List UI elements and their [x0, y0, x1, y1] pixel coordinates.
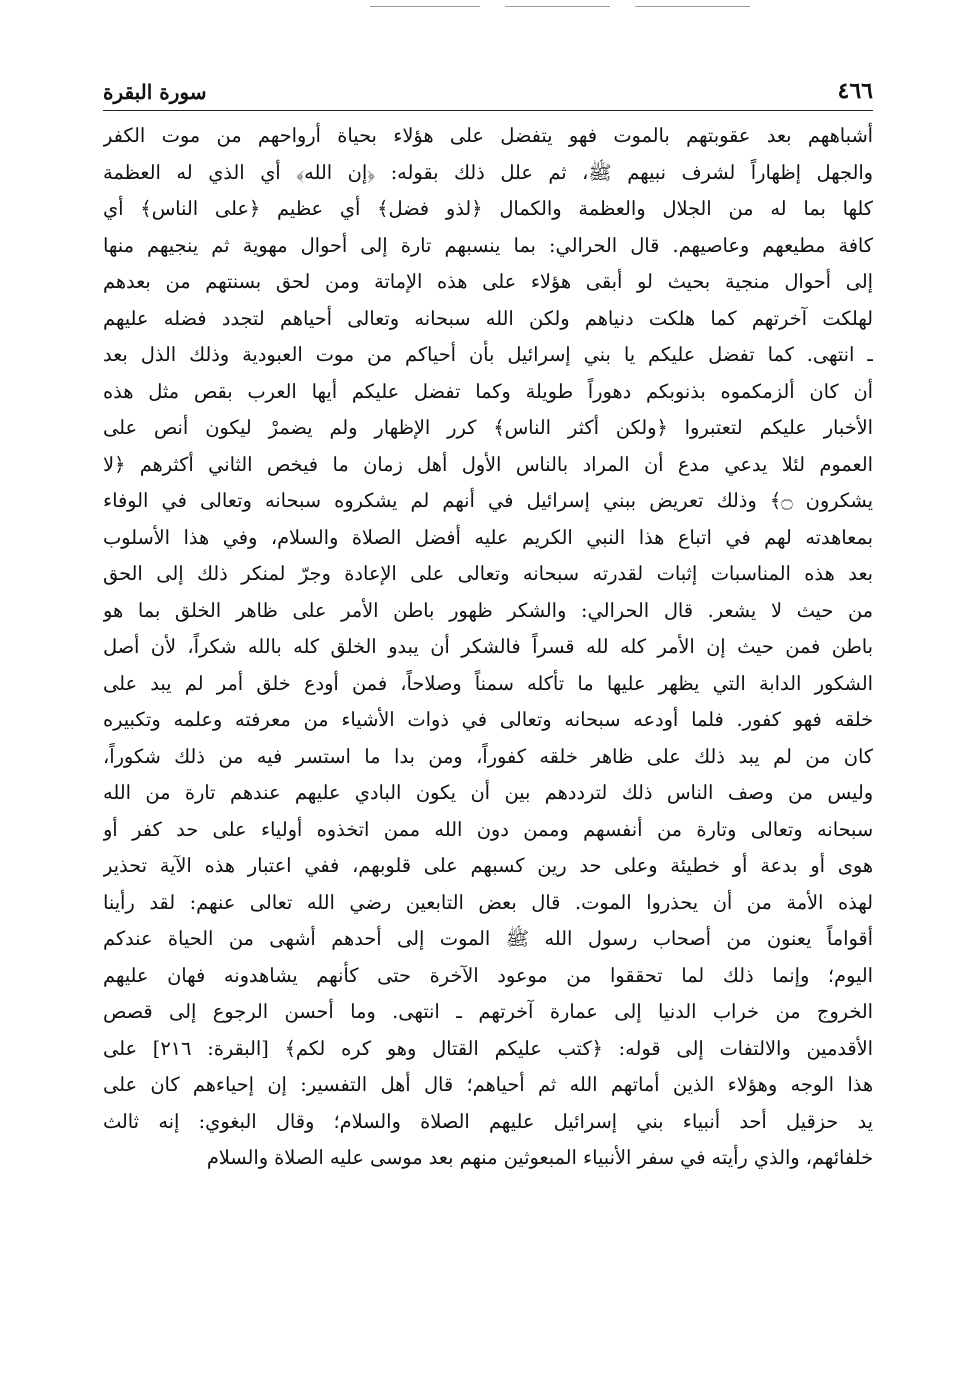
text-line: من حيث لا يشعر. قال الحرالي: والشكر ظهور باطن الأمر على ظاهر الخلق بما هو — [103, 598, 873, 622]
text-line: لهلكت آخرتهم كما هلكت دنياهم ولكن الله سبحانه وتعالى أحياهم لتجدد فضله عليهم — [103, 306, 873, 330]
text-line: الشكور الدابة التي يظهر عليها ما تأكله سمناً وصلاحاً، فمن أودع خلق أمر لم يبد على — [103, 671, 873, 695]
text-line: ـ انتهى. كما تفضل عليكم يا بني إسرائيل بأن أحياكم من موت العبودية وذلك الذل بعد — [103, 343, 873, 366]
text-line: والجهل إظهاراً لشرف نبيهم ﷺ، ثم علل ذلك بقوله: ﴿إن الله﴾ أي الذي له العظمة — [103, 160, 873, 184]
text-line: الأخبار عليكم لتعتبروا ﴿ولكن أكثر الناس﴾ كرر الإظهار ولم يضمرْ ليكون أنص على — [103, 416, 873, 439]
page-header — [103, 74, 873, 111]
text-line: لهذه الأمة من أن يحذروا الموت. قال بعض التابعين رضي الله تعالى عنهم: لقد رأينا — [103, 890, 873, 914]
text-line: أن كان ألزمكموه بذنوبكم دهوراً طويلة وكما تفضل عليكم أيها العرب بقص مثل هذه — [103, 379, 873, 403]
surah-title: سورة البقرة — [103, 80, 207, 104]
text-line: خلقه فهو كفور. فلما أودعه سبحانه وتعالى في ذوات الأشياء من معرفته وعلمه وتكبيره — [103, 708, 873, 731]
body-text — [103, 118, 873, 1323]
text-line: بمعاهدته لهم في اتباع هذا النبي الكريم عليه أفضل الصلاة والسلام، وفي هذا الأسلوب — [103, 525, 873, 549]
text-line: يشكرون ۝﴾ وذلك تعريض ببني إسرائيل في أنهم لم يشكروه سبحانه وتعالى في الوفاء — [103, 489, 873, 512]
text-line: إلى أحوال منجية بحيث لو أبقى هؤلاء على هذه الإماتة ومن لحق بسنتهم من بعدهم — [103, 270, 873, 293]
text-line: خلفائهم، والذي رأيته في سفر الأنبياء المبعوثين منهم بعد موسى عليه الصلاة والسلام — [206, 1146, 873, 1169]
text-line: هوى أو بدعة أو خطيئة وعلى حد رين كسبهم على قلوبهم، ففي اعتبار هذه الآية تحذير — [103, 854, 873, 877]
text-line: أقواماً يعنون من أصحاب رسول الله ﷺ الموت إلى أحدهم أشهى من الحياة عندكم — [103, 927, 873, 950]
text-line: الأقدمين والالتفات إلى قوله: ﴿كتب عليكم القتال وهو كره لكم﴾ [البقرة: ٢١٦] على — [103, 1036, 873, 1060]
text-line: العموم لئلا يدعي مدع أن المراد بالناس الأول أهل زمان ما فيخص الثاني أكثرهم ﴿لا — [103, 452, 873, 476]
text-line: باطن فمن حيث إن الأمر كله لله قسراً فالشكر أن يبدو الخلق كله بالله شكراً، لأن أصل — [103, 635, 873, 658]
text-line: يد حزقيل أحد أنبياء بني إسرائيل عليهم الصلاة والسلام؛ وقال البغوي: إنه ثالث — [103, 1109, 873, 1133]
text-line: كلها بما له من الجلال والعظمة والكمال ﴿لذو فضل﴾ أي عظيم ﴿على الناس﴾ أي — [103, 197, 873, 220]
text-line: وليس من وصف الناس ذلك لترددهم بين أن يكون البادي عليهم عندهم تارة من الله — [103, 781, 873, 804]
text-line: كافة مطيعهم وعاصيهم. قال الحرالي: بما ينسبهم تارة إلى أحوال مهوية ثم ينجيهم منها — [103, 233, 873, 257]
text-line: بعد هذه المناسبات إثبات لقدرته سبحانه وتعالى على الإعادة وجرّ لمنكر ذلك إلى الحق — [103, 562, 873, 585]
text-line: هذا الوجه وهؤلاء الذين أماتهم الله ثم أحياهم؛ قال أهل التفسير: إن إحياءهم كان على — [103, 1073, 873, 1096]
text-line: سبحانه وتعالى وتارة من أنفسهم وممن دون الله ممن اتخذوه أولياء على حد كفر أو — [103, 817, 873, 841]
page-number: ٤٦٦ — [837, 78, 873, 104]
text-line: أشباههم بعد عقوبتهم بالموت فهو يتفضل على هؤلاء بحياة أرواحهم من موت الكفر — [103, 124, 873, 147]
text-line: الخروج من خراب الدنيا إلى عمارة آخرتهم ـ انتهى. وما أحسن الرجوع إلى قصص — [103, 1000, 873, 1023]
text-line: كان من لم يبد ذلك على ظاهر خلقه كفوراً، ومن بدا ما استسر فيه من ذلك شكوراً، — [103, 744, 873, 768]
text-line: اليوم؛ وإنما ذلك لما تحققوا من موعود الآخرة حتى كأنهم يشاهدونه فهان عليهم — [103, 963, 873, 987]
